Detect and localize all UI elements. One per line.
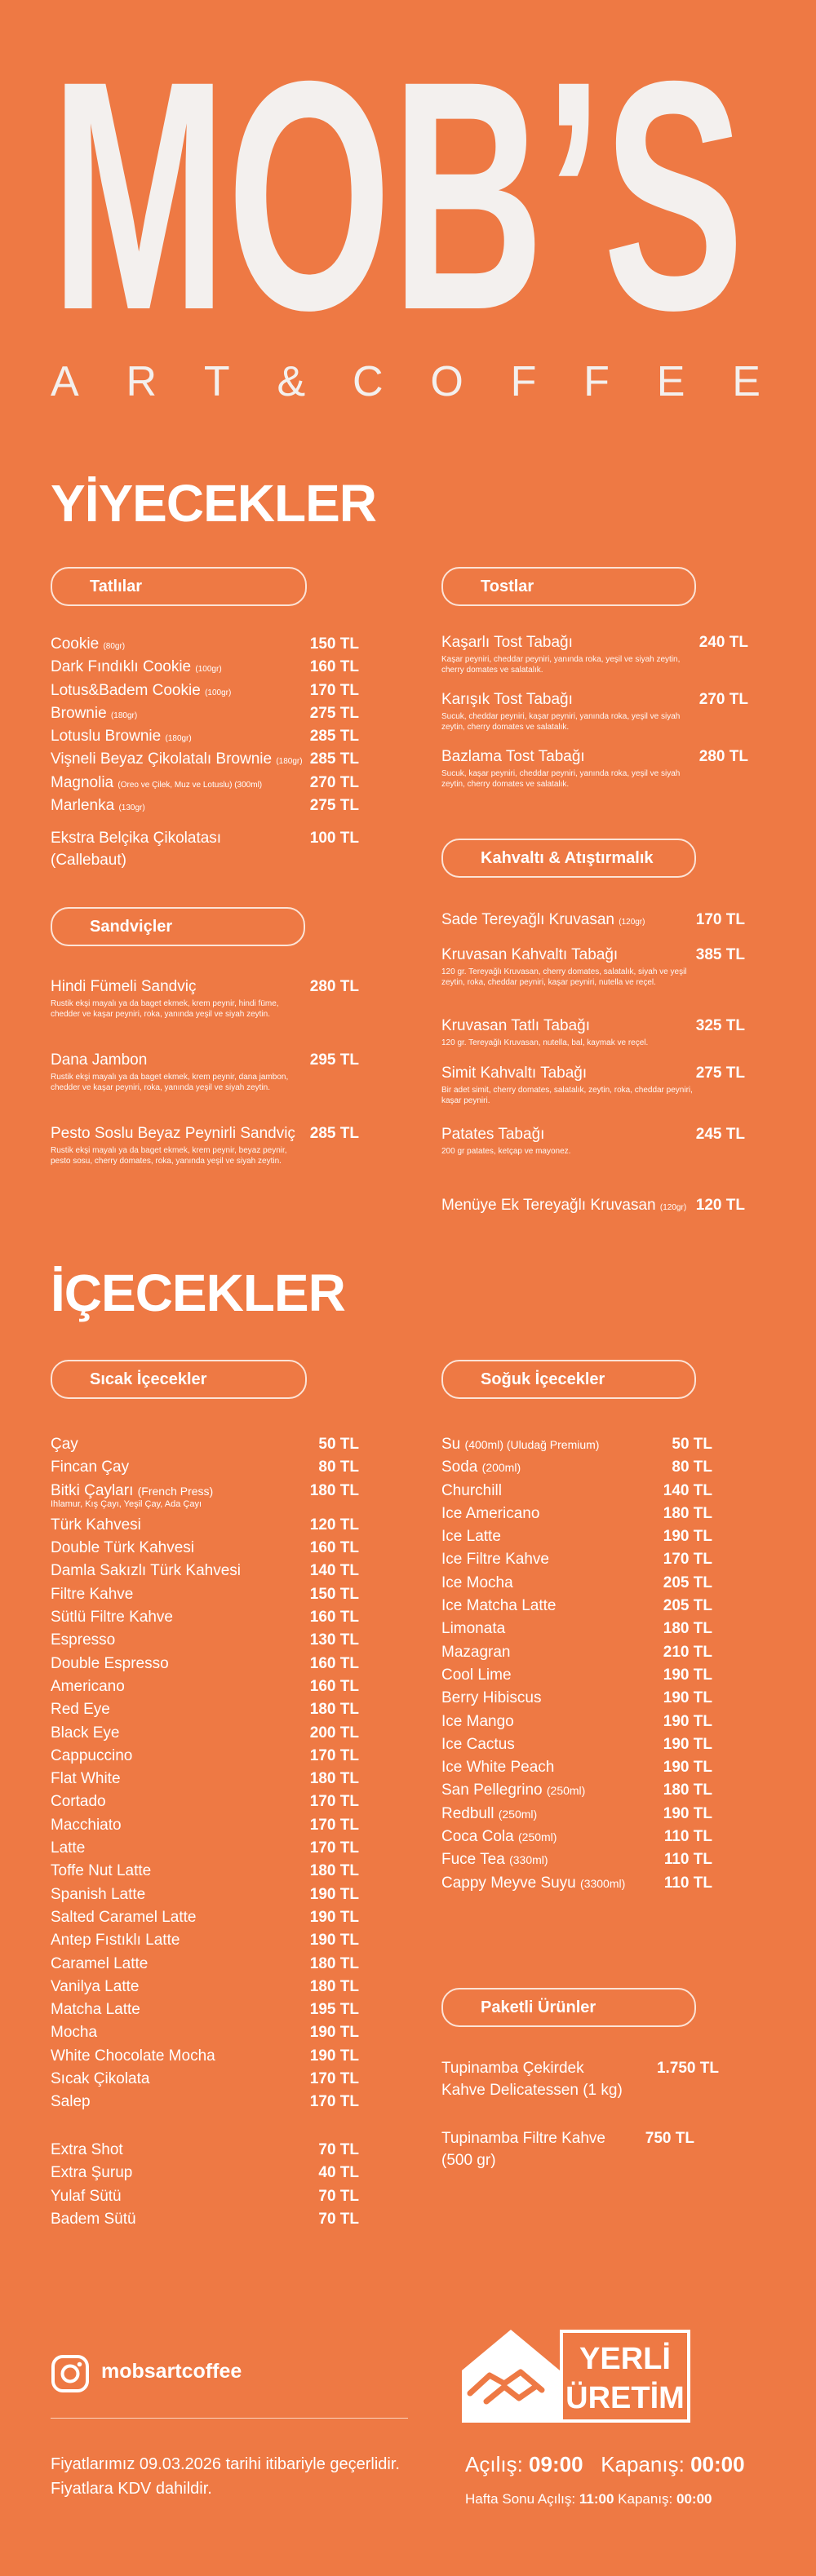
list-item: Ice Matcha Latte 205 TL [441,1597,712,1615]
food-section-title: YİYECEKLER [51,474,376,533]
list-item: Cappuccino 170 TL [51,1746,359,1764]
herbal-note: Ihlamur, Kış Çayı, Yeşil Çay, Ada Çayı [51,1498,202,1509]
list-item: Berry Hibiscus 190 TL [441,1689,712,1707]
list-item: Mazagran 210 TL [441,1643,712,1661]
list-item: Lotuslu Brownie (180gr) 285 TL [51,728,359,746]
tostlar-item: Karışık Tost Tabağı 270 TL Sucuk, cheddar peyniri, kaşar peyniri, yanında roka, yeşil ve siyah zeytin, cherry domates ve salatalık. [441,691,748,732]
brand-name: MOB’S [51,49,744,326]
list-item: Mocha 190 TL [51,2024,359,2042]
list-item: Brownie (180gr) 275 TL [51,704,359,722]
list-item: Espresso 130 TL [51,1631,359,1649]
list-item: Ice White Peach 190 TL [441,1759,712,1777]
list-item: White Chocolate Mocha 190 TL [51,2047,359,2065]
list-item: Filtre Kahve 150 TL [51,1585,359,1603]
list-item: Bitki Çayları (French Press) 180 TL [51,1481,359,1499]
brand-tagline: A R T & C O F F E E [51,358,761,405]
list-item: Latte 170 TL [51,1839,359,1857]
tostlar-item: Kaşarlı Tost Tabağı 240 TL Kaşar peyniri, cheddar peyniri, yanında roka, yeşil ve siyah zeytin, cherry domates ve salatalık. [441,634,748,675]
list-item: Churchill 140 TL [441,1481,712,1499]
list-item: Double Espresso 160 TL [51,1654,359,1672]
list-item: Caramel Latte 180 TL [51,1954,359,1972]
kahvalti-item: Kruvasan Tatlı Tabağı 325 TL 120 gr. Tereyağlı Kruvasan, nutella, bal, kaymak ve reçel. [441,1017,745,1047]
sandvicler-item: Pesto Soslu Beyaz Peynirli Sandviç 285 TL Rustik ekşi mayalı ya da baget ekmek, krem peynir, beyaz peynir, pesto sosu, cherry domates, roka, yanında yeşil ve siyah zeytin. [51,1125,359,1166]
list-item: San Pellegrino (250ml) 180 TL [441,1782,712,1799]
tatlilar-extra: Ekstra Belçika Çikolatası (Callebaut) 100 TL [51,830,359,869]
tatlilar-header: Tatlılar [51,567,307,606]
list-item: Vişneli Beyaz Çikolatalı Brownie (180gr) 285 TL [51,750,359,768]
list-item: Coca Cola (250ml) 110 TL [441,1828,712,1846]
yerli-uretim-badge [462,2330,690,2423]
list-item: Cool Lime 190 TL [441,1666,712,1684]
list-item: Yulaf Sütü 70 TL [51,2187,359,2205]
list-item: Ice Cactus 190 TL [441,1735,712,1753]
soguk-header: Soğuk İçecekler [441,1360,696,1399]
list-item: Ice Americano 180 TL [441,1504,712,1522]
list-item: Black Eye 200 TL [51,1724,359,1742]
list-item: Ice Mango 190 TL [441,1712,712,1730]
sandvicler-item: Hindi Fümeli Sandviç 280 TL Rustik ekşi mayalı ya da baget ekmek, krem peynir, hindi füme, chedder ve kaşar peyniri, roka, yanında yeşil ve siyah zeytin. [51,978,359,1019]
list-item: Fincan Çay 80 TL [51,1458,359,1476]
weekend-hours: Hafta Sonu Açılış: 11:00 Kapanış: 00:00 [465,2491,712,2507]
list-item: Cortado 170 TL [51,1793,359,1811]
list-item: Su (400ml) (Uludağ Premium) 50 TL [441,1436,712,1453]
paketli-item: Tupinamba Filtre Kahve (500 gr) 750 TL [441,2130,694,2169]
instagram-handle[interactable]: mobsartcoffee [101,2360,242,2383]
list-item: Magnolia (Oreo ve Çilek, Muz ve Lotuslu) (300ml) 270 TL [51,773,359,791]
list-item: Extra Shot 70 TL [51,2141,359,2158]
list-item: Extra Şurup 40 TL [51,2164,359,2182]
list-item: Americano 160 TL [51,1677,359,1695]
list-item: Fuce Tea (330ml) 110 TL [441,1851,712,1869]
list-item: Çay 50 TL [51,1436,359,1453]
list-item: Salted Caramel Latte 190 TL [51,1908,359,1926]
list-item: Lotus&Badem Cookie (100gr) 170 TL [51,681,359,699]
sicak-list [51,1433,359,2114]
kahvalti-item: Patates Tabağı 245 TL 200 gr patates, ketçap ve mayonez. [441,1126,745,1156]
list-item: Cookie (80gr) 150 TL [51,635,359,653]
list-item: Flat White 180 TL [51,1770,359,1788]
list-item: Toffe Nut Latte 180 TL [51,1862,359,1880]
drinks-section-title: İÇECEKLER [51,1264,345,1322]
list-item: Ice Mocha 205 TL [441,1573,712,1591]
tostlar-item: Bazlama Tost Tabağı 280 TL Sucuk, kaşar peyniri, cheddar peyniri, yanında roka, yeşil ve siyah zeytin, cherry domates ve salatalık. [441,748,748,789]
kahvalti-extra: Menüye Ek Tereyağlı Kruvasan (120gr) 120 TL [441,1197,745,1214]
list-item: Salep 170 TL [51,2093,359,2111]
instagram-icon[interactable] [51,2354,90,2393]
brand-logo [51,49,744,326]
list-item: Macchiato 170 TL [51,1816,359,1834]
kahvalti-item: Sade Tereyağlı Kruvasan (120gr) 170 TL [441,911,745,928]
list-item: Antep Fıstıklı Latte 190 TL [51,1932,359,1950]
sandvicler-header: Sandviçler [51,907,305,946]
list-item: Red Eye 180 TL [51,1701,359,1719]
list-item: Dark Fındıklı Cookie (100gr) 160 TL [51,658,359,676]
list-item: Marlenka (130gr) 275 TL [51,797,359,815]
list-item: Sıcak Çikolata 170 TL [51,2070,359,2088]
footer-divider [51,2418,408,2419]
svg-text:YERLİ: YERLİ [579,2342,671,2376]
sandvicler-item: Dana Jambon 295 TL Rustik ekşi mayalı ya da baget ekmek, krem peynir, dana jambon, chedder ve kaşar peyniri, roka, yanında yeşil ve siyah zeytin. [51,1051,359,1092]
list-item: Double Türk Kahvesi 160 TL [51,1539,359,1557]
kahvalti-header: Kahvaltı & Atıştırmalık [441,839,696,878]
list-item: Badem Sütü 70 TL [51,2210,359,2228]
list-item: Sütlü Filtre Kahve 160 TL [51,1609,359,1627]
list-item: Vanilya Latte 180 TL [51,1977,359,1995]
kahvalti-item: Simit Kahvaltı Tabağı 275 TL Bir adet simit, cherry domates, salatalık, zeytin, roka, cheddar peyniri, kaşar peyniri. [441,1064,745,1105]
list-item: Spanish Latte 190 TL [51,1885,359,1903]
list-item: Ice Latte 190 TL [441,1528,712,1546]
list-item: Türk Kahvesi 120 TL [51,1516,359,1534]
list-item: Redbull (250ml) 190 TL [441,1804,712,1822]
kahvalti-item: Kruvasan Kahvaltı Tabağı 385 TL 120 gr. Tereyağlı Kruvasan, cherry domates, salatalık, siyah ve yeşil zeytin, roka, cheddar peyniri, kaşar peyniri, nutella ve reçel. [441,946,745,987]
list-item: Soda (200ml) 80 TL [441,1458,712,1476]
tatlilar-list [51,633,359,817]
list-item: Matcha Latte 195 TL [51,2001,359,2019]
sicak-header: Sıcak İçecekler [51,1360,307,1399]
list-item: Limonata 180 TL [441,1620,712,1638]
soguk-list [441,1433,712,1895]
sicak-extras [51,2139,359,2231]
price-note: Fiyatlarımız 09.03.2026 tarihi itibariyle geçerlidir. Fiyatlara KDV dahildir. [51,2455,400,2498]
paketli-header: Paketli Ürünler [441,1988,696,2027]
list-item: Cappy Meyve Suyu (3300ml) 110 TL [441,1874,712,1892]
opening-hours: Açılış: 09:00 Kapanış: 00:00 [465,2452,745,2476]
list-item: Ice Filtre Kahve 170 TL [441,1551,712,1569]
list-item: Damla Sakızlı Türk Kahvesi 140 TL [51,1562,359,1580]
paketli-item: Tupinamba Çekirdek Kahve Delicatessen (1 kg) 1.750 TL [441,2060,719,2099]
tostlar-header: Tostlar [441,567,696,606]
svg-text:ÜRETİM: ÜRETİM [565,2381,685,2415]
